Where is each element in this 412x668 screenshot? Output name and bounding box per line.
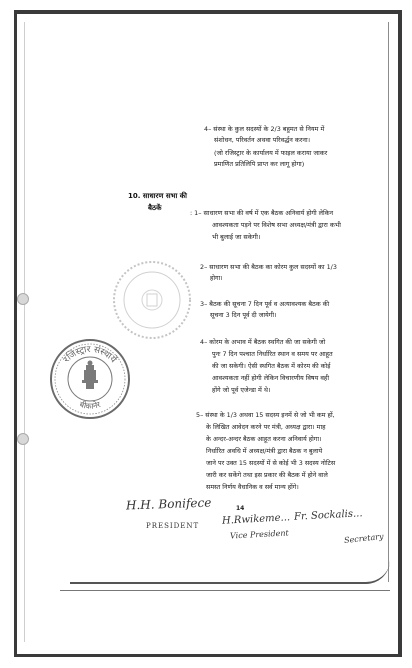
scan-border-left [14, 10, 17, 656]
page-edge-left [24, 22, 25, 642]
svg-text:बीकानेर [78, 399, 102, 411]
signature-secretary-title: Secretary [343, 531, 384, 546]
scan-border-bottom [14, 654, 402, 657]
rule-4-line: (जो रजिस्ट्रार के कार्यालय में फाइल कराया जाकर [214, 149, 328, 157]
section-10-subheading: बैठकें [148, 204, 162, 212]
punch-hole-icon [17, 293, 29, 305]
rule-4-line: प्रमाणित प्रतिलिपि प्राप्त कर लागू होगा) [214, 160, 305, 168]
clause-5-line: जाने पर उक्त 15 सदस्यों में से कोई भी 3 सदस्य नोटिस [206, 459, 336, 467]
clause-4-line: की जा सकेगी। ऐसी स्थगित बैठक में कोरम की कोई [212, 362, 331, 370]
rule-4-line: संशोधन, परिवर्तन अथवा परिवर्द्धन करना। [214, 136, 311, 144]
signature-secretary: Fr. Sockalis... [293, 508, 363, 523]
clause-4-line: होंगे जो पूर्व एजेन्डा में थे। [212, 386, 271, 394]
clause-3-line: 3– बैठक की सूचना 7 दिन पूर्व व अत्यावश्यक बैठक की [200, 300, 330, 308]
clause-4-line: 4– कोरम के अभाव में बैठक स्थगित की जा सकेगी जो [200, 338, 326, 346]
page-curl-bottom [70, 560, 390, 584]
faint-stamp-icon [110, 258, 194, 342]
clause-2-line: होगा। [210, 274, 223, 282]
signature-president-title: PRESIDENT [146, 522, 200, 530]
section-10-heading: 10. साधारण सभा की [128, 192, 187, 200]
page-edge-bottom [60, 590, 390, 591]
page-edge-right [388, 22, 389, 582]
clause-5-line: समस्त निर्णय वैधानिक व सर्व मान्य होंगे। [206, 483, 299, 491]
clause-1-line: : 1– साधारण सभा की वर्ष में एक बैठक अनिवार्य होगी लेकिन [190, 209, 334, 217]
signature-president: H.H. Bonifece [125, 495, 212, 513]
clause-4-line: आवश्यकता नहीं होगी लेकिन विचारणीय विषय वही [212, 374, 329, 382]
clause-5-line: 5– संस्था के 1/3 अथवा 15 सदस्य इनमें से जो भी कम हों, [196, 411, 335, 419]
punch-hole-icon [17, 433, 29, 445]
clause-1-line: भी बुलाई जा सकेगी। [212, 233, 261, 241]
seal-top-text: रजिस्ट्रार संस्थायें [61, 344, 118, 366]
clause-5-line: निर्धारित अवधि में अध्यक्ष/मंत्री द्वारा बैठक न बुलाये [206, 447, 323, 455]
clause-4-line: पुनः 7 दिन पश्चात निर्धारित स्थान व समय पर आहूत [212, 350, 333, 358]
signature-vice-president: H.Rwikeme... [221, 512, 291, 527]
clause-5-line: जारी कर सकेंगे तथा इस प्रकार की बैठक में होने वाले [206, 471, 328, 479]
registrar-seal-text [48, 337, 132, 421]
clause-5-line: के अन्दर-अन्दर बैठक आहूत करना अनिवार्य होगा। [206, 435, 322, 443]
svg-text:रजिस्ट्रार संस्थायें [62, 344, 120, 365]
seal-bottom-text: बीकानेर [78, 399, 102, 411]
page-number: 14 [236, 505, 245, 512]
clause-2-line: 2– साधारण सभा की बैठक का कोरम कुल सदस्यों का 1/3 [200, 263, 337, 271]
signature-vice-president-title: Vice President [229, 528, 289, 541]
clause-1-line: आवश्यकता पड़ने पर विशेष सभा अध्यक्ष/मंत्री द्वारा कभी [212, 221, 341, 229]
scan-border-top [14, 10, 402, 14]
clause-3-line: सूचना 3 दिन पूर्व दी जायेगी। [210, 311, 277, 319]
rule-4-line: 4– संस्था के कुल सदस्यों के 2/3 बहुमत से नियम में [204, 125, 325, 133]
clause-5-line: के लिखित आवेदन करने पर मंत्री, अध्यक्ष द्वारा। माह [206, 423, 326, 431]
scan-border-right [398, 10, 402, 656]
